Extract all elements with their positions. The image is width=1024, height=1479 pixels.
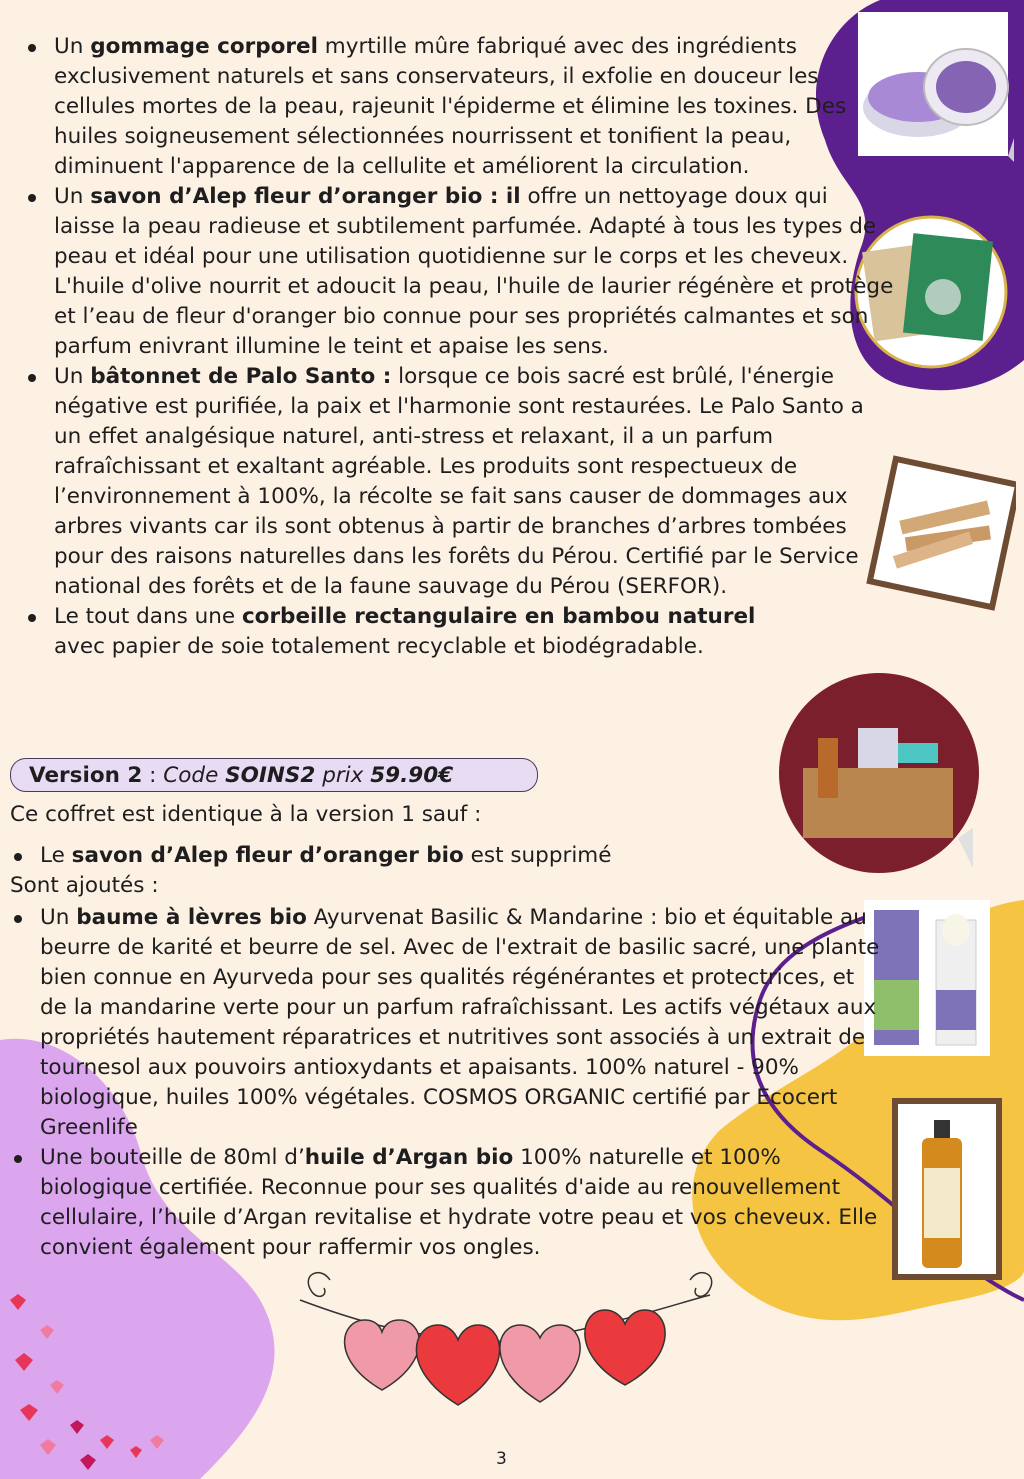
version2-intro: Ce coffret est identique à la version 1 sauf : bbox=[10, 802, 482, 827]
version1-item-list bbox=[24, 32, 894, 662]
product-name: bâtonnet de Palo Santo : bbox=[90, 364, 392, 389]
page-number: 3 bbox=[496, 1449, 507, 1469]
product-name: gommage corporel bbox=[90, 34, 318, 59]
version-label: Version 2 bbox=[29, 763, 143, 788]
list-item-corbeille: Le tout dans une corbeille rectangulaire en bambou naturel avec papier de soie totalement recyclable et biodégradable. bbox=[24, 602, 794, 662]
list-item-savon: Un savon d’Alep fleur d’oranger bio : il offre un nettoyage doux qui laisse la peau radieuse et subtilement parfumée. Adapté à tous les types de peau et idéal pour une utilisation quotidienne sur le corps et les cheveux. L'huile d'olive nourrit et adoucit la peau, l'huile de laurier régénère et protège et l’eau de fleur d'oranger bio connue pour ses propriétés calmantes et son parfum enivrant illumine le teint et apaise les sens. bbox=[24, 182, 894, 362]
added-item-list bbox=[10, 903, 880, 1263]
list-item-removed: Le savon d’Alep fleur d’oranger bio est supprimé bbox=[10, 841, 770, 871]
list-item-baume: Un baume à lèvres bio Ayurvenat Basilic & Mandarine : bio et équitable au beurre de karité et beurre de sel. Avec de l'extrait de basilic sacré, une plante bien connue en Ayurveda pour ses qualités régénérantes et protectrices, et de la mandarine verte pour un parfum rafraîchissant. Les actifs végétaux aux propriétés hautement réparatrices et nutritives sont associés à un extrait de tournesol aux pouvoirs antioxydants et apaisants. 100% naturel - 90% biologique, huiles 100% végétales. COSMOS ORGANIC certifié par Ecocert Greenlife bbox=[10, 903, 880, 1143]
list-item-palo-santo: Un bâtonnet de Palo Santo : lorsque ce bois sacré est brûlé, l'énergie négative est purifiée, la paix et l'harmonie sont restaurées. Le Palo Santo a un effet analgésique naturel, anti-stress et relaxant, il a un parfum rafraîchissant et exaltant agréable. Les produits sont respectueux de l’environnement à 100%, la récolte se fait sans causer de dommages aux arbres vivants car ils sont obtenus à partir de branches d’arbres tombées pour des raisons naturelles dans les forêts du Pérou. Certifié par le Service national des forêts et de la faune sauvage du Pérou (SERFOR). bbox=[24, 362, 894, 602]
added-label: Sont ajoutés : bbox=[10, 873, 159, 898]
product-name: savon d’Alep fleur d’oranger bio bbox=[71, 843, 464, 868]
product-name: huile d’Argan bio bbox=[304, 1145, 514, 1170]
product-name: corbeille rectangulaire en bambou naturel bbox=[241, 604, 756, 629]
promo-code: SOINS2 bbox=[225, 763, 316, 788]
removed-item-list bbox=[10, 841, 770, 871]
version2-header: Version 2 : Code SOINS2 prix 59.90€ bbox=[10, 758, 538, 792]
price: 59.90€ bbox=[370, 763, 454, 788]
product-name: savon d’Alep fleur d’oranger bio : il bbox=[90, 184, 521, 209]
list-item-huile-argan: Une bouteille de 80ml d’huile d’Argan bio 100% naturelle et 100% biologique certifiée. Reconnue pour ses qualités d'aide au renouvellement cellulaire, l’huile d’Argan revitalise et hydrate votre peau et vos cheveux. Elle convient également pour raffermir vos ongles. bbox=[10, 1143, 880, 1263]
list-item-gommage: Un gommage corporel myrtille mûre fabriqué avec des ingrédients exclusivement naturels et sans conservateurs, il exfolie en douceur les cellules mortes de la peau, rajeunit l'épiderme et élimine les toxines. Des huiles soigneusement sélectionnées nourrissent et tonifient la peau, diminuent l'apparence de la cellulite et améliorent la circulation. bbox=[24, 32, 894, 182]
product-name: baume à lèvres bio bbox=[76, 905, 307, 930]
